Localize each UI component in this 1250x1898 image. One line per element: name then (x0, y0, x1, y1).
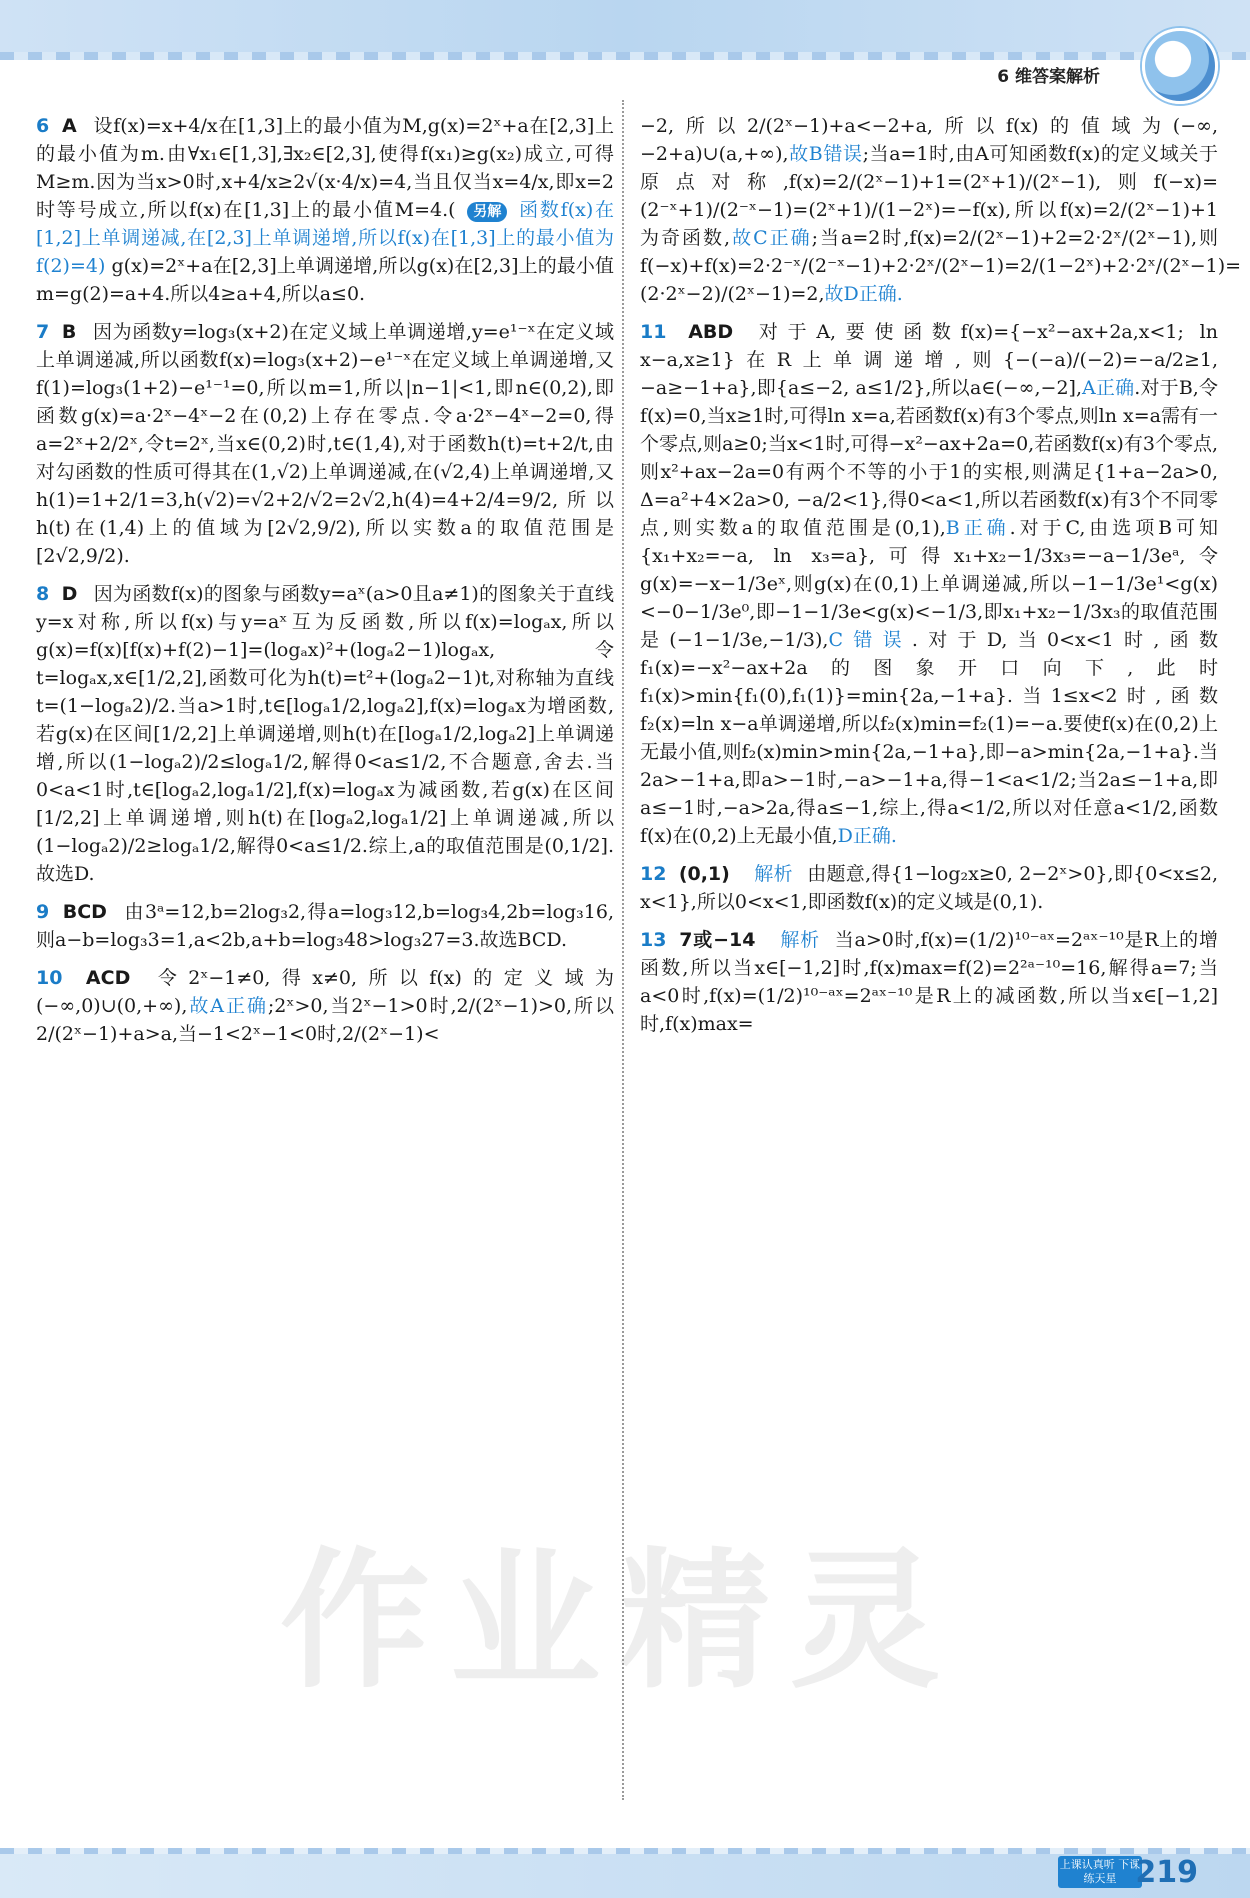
question-number: 12 (640, 863, 667, 885)
watermark: 作业精灵 (280, 1535, 961, 1709)
answer-letter: ACD (85, 967, 131, 989)
solution-text: ;当a=2时,f(x)=2/(2ˣ−1)+2=2·2ˣ/(2ˣ−1),则f(−x)+f(x)=2·2⁻ˣ/(2⁻ˣ−1)+2·2ˣ/(2ˣ−1)=2/(1−2ˣ)+2·2ˣ/(2ˣ−1)=(2·2ˣ−2)/(2ˣ−1)=2, (640, 227, 1242, 305)
verdict-tag: B正确 (945, 517, 1010, 539)
header-band (0, 0, 1250, 60)
solution-text-cont: g(x)=2ˣ+a在[2,3]上单调递增,所以g(x)在[2,3]上的最小值m=g(2)=a+4.所以4≥a+4,所以a≤0. (36, 255, 614, 305)
header-title: 6 维答案解析 (997, 67, 1100, 87)
analysis-tag: 解析 (754, 863, 793, 885)
solution-text: 对于A,要使函数f(x)={−x²−ax+2a,x<1; ln x−a,x≥1}在R上单调递增,则{−(−a)/(−2)=−a/2≥1, −a≥−1+a},即{a≤−2, a≤1/2},所以a∈(−∞,−2], (640, 321, 1218, 399)
question-11 (640, 318, 1218, 850)
right-column (640, 112, 1242, 1048)
question-number: 10 (36, 967, 63, 989)
verdict-tag: A正确 (1082, 377, 1135, 399)
mascot-logo-icon (1142, 28, 1218, 104)
solution-text: 令2ˣ−1≠0,得x≠0,所以f(x)的定义域为(−∞,0)∪(0,+∞), (36, 967, 614, 1017)
alt-solution-badge: 另解 (467, 202, 507, 222)
footer-motto: 上课认真听 下课练天星 (1058, 1856, 1142, 1888)
solution-text: .对于D,当0<x<1时,函数f₁(x)=−x²−ax+2a的图象开口向下,此时f₁(x)>min{f₁(0),f₁(1)}=min{2a,−1+a}.当1≤x<2时,函数f₂(x)=ln x−a单调递增,所以f₂(x)min=f₂(1)=−a.要使f(x)在(0,2)上无最小值,则f₂(x)min>min{2a,−1+a},即−a>min{2a,−1+a}.当2a>−1+a,即a>−1时,−a>−1+a,得−1<a<1/2;当2a≤−1+a,即a≤−1时,−a>2a,得a≤−1,综上,得a<1/2,所以对任意a<1/2,函数f(x)在(0,2)上无最小值, (640, 629, 1218, 847)
question-7 (36, 318, 614, 570)
question-12 (640, 860, 1218, 916)
verdict-tag: D正确. (837, 825, 897, 847)
column-divider (622, 100, 624, 1800)
solution-text: 因为函数y=log₃(x+2)在定义域上单调递增,y=e¹⁻ˣ在定义域上单调递减,所以函数f(x)=log₃(x+2)−e¹⁻ˣ在定义域上单调递增,又f(1)=log₃(1+2)−e¹⁻¹=0,所以m=1,所以|n−1|<1,即n∈(0,2),即函数g(x)=a·2ˣ−4ˣ−2在(0,2)上存在零点.令a·2ˣ−4ˣ−2=0,得a=2ˣ+2/2ˣ,令t=2ˣ,当x∈(0,2)时,t∈(1,4),对于函数h(t)=t+2/t,由对勾函数的性质可得其在(1,√2)上单调递减,在(√2,4)上单调递增,又h(1)=1+2/1=3,h(√2)=√2+2/√2=2√2,h(4)=4+2/4=9/2,所以h(t)在(1,4)上的值域为[2√2,9/2),所以实数a的取值范围是[2√2,9/2). (36, 321, 615, 567)
solution-text-cont: ;2ˣ>0,当2ˣ−1>0时,2/(2ˣ−1)>0,所以2/(2ˣ−1)+a>a,当−1<2ˣ−1<0时,2/(2ˣ−1)< (36, 995, 614, 1045)
question-10-continued (640, 112, 1242, 308)
verdict-tag: C错误 (828, 629, 912, 651)
solution-text: .对于C,由选项B可知{x₁+x₂=−a, ln x₃=a},可得x₁+x₂−1/3x₃=−a−1/3eᵃ,令g(x)=−x−1/3eˣ,则g(x)在(0,1)上单调递减,所以−1−1/3e¹<g(x)<−0−1/3e⁰,即−1−1/3e<g(x)<−1/3,即x₁+x₂−1/3x₃的取值范围是(−1−1/3e,−1/3), (640, 517, 1218, 651)
question-number: 13 (640, 929, 667, 951)
solution-text: 由3ᵃ=12,b=2log₃2,得a=log₃12,b=log₃4,2b=log₃16,则a−b=log₃3=1,a<2b,a+b=log₃48>log₃27=3.故选BCD. (36, 901, 614, 951)
question-6 (36, 112, 614, 308)
question-number: 8 (36, 583, 50, 605)
page-number: 219 (1135, 1855, 1198, 1890)
solution-text: 因为函数f(x)的图象与函数y=aˣ(a>0且a≠1)的图象关于直线y=x对称,所以f(x)与y=aˣ互为反函数,所以f(x)=logₐx,所以g(x)=f(x)[f(x)+f(2)−1]=(logₐx)²+(logₐ2−1)logₐx,令t=logₐx,x∈[1/2,2],函数可化为h(t)=t²+(logₐ2−1)t,对称轴为直线t=(1−logₐ2)/2.当a>1时,t∈[logₐ1/2,logₐ2],f(x)=logₐx为增函数,若g(x)在区间[1/2,2]上单调递增,则h(t)在[logₐ1/2,logₐ2]上单调递增,所以(1−logₐ2)/2≤logₐ1/2,解得0<a≤1/2,不合题意,舍去.当0<a<1时,t∈[logₐ2,logₐ1/2],f(x)=logₐx为减函数,若g(x)在区间[1/2,2]上单调递增,则h(t)在[logₐ2,logₐ1/2]上单调递减,所以(1−logₐ2)/2≥logₐ1/2,解得0<a≤1/2.综上,a的取值范围是(0,1/2].故选D. (36, 583, 615, 885)
solution-text: 设f(x)=x+4/x在[1,3]上的最小值为M,g(x)=2ˣ+a在[2,3]上的最小值为m.由∀x₁∈[1,3],∃x₂∈[2,3],使得f(x₁)≥g(x₂)成立,可得M≥m.因为当x>0时,x+4/x≥2√(x·4/x)=4,当且仅当x=4/x,即x=2时等号成立,所以f(x)在[1,3]上的最小值M=4.( (36, 115, 614, 221)
solution-text: −2,所以2/(2ˣ−1)+a<−2+a,所以f(x)的值域为(−∞,−2+a)∪(a,+∞), (640, 115, 1218, 165)
question-8 (36, 580, 614, 888)
answer-letter: B (61, 321, 77, 343)
analysis-tag: 解析 (780, 929, 820, 951)
question-number: 9 (36, 901, 50, 923)
question-number: 11 (640, 321, 667, 343)
left-column (36, 112, 614, 1058)
answer-value: (0,1) (678, 863, 730, 885)
answer-value: 7或−14 (679, 929, 756, 951)
verdict-tag: 故A正确 (187, 995, 268, 1017)
question-10 (36, 964, 614, 1048)
verdict-tag: 故B错误 (788, 143, 863, 165)
alt-solution-text: 函数f(x)在[1,2]上单调递减,在[2,3]上单调递增,所以f(x)在[1,3]上的最小值为f(2)=4) (36, 199, 614, 277)
question-9 (36, 898, 614, 954)
solution-text: 当a>0时,f(x)=(1/2)¹⁰⁻ᵃˣ=2ᵃˣ⁻¹⁰是R上的增函数,所以当x∈[−1,2]时,f(x)max=f(2)=2²ᵃ⁻¹⁰=16,解得a=7;当a<0时,f(x)=(1/2)¹⁰⁻ᵃˣ=2ᵃˣ⁻¹⁰是R上的减函数,所以当x∈[−1,2]时,f(x)max= (640, 929, 1218, 1035)
solution-text: .对于B,令f(x)=0,当x≥1时,可得ln x=a,若函数f(x)有3个零点,则ln x=a需有一个零点,则a≥0;当x<1时,可得−x²−ax+2a=0,若函数f(x)有3个零点,则x²+ax−2a=0有两个不等的小于1的实根,则满足{1+a−2a>0, Δ=a²+4×2a>0, −a/2<1},得0<a<1,所以若函数f(x)有3个不同零点,则实数a的取值范围是(0,1), (640, 377, 1218, 539)
answer-letter: A (62, 115, 77, 137)
solution-text: 由题意,得{1−log₂x≥0, 2−2ˣ>0},即{0<x≤2, x<1},所以0<x<1,即函数f(x)的定义域是(0,1). (640, 863, 1219, 913)
question-number: 6 (36, 115, 50, 137)
verdict-tag: 故D正确. (824, 283, 903, 305)
answer-letter: BCD (62, 901, 107, 923)
answer-letter: D (61, 583, 78, 605)
question-number: 7 (36, 321, 50, 343)
solution-text: ;当a=1时,由A可知函数f(x)的定义域关于原点对称,f(x)=2/(2ˣ−1)+1=(2ˣ+1)/(2ˣ−1),则f(−x)=(2⁻ˣ+1)/(2⁻ˣ−1)=(2ˣ+1)/(1−2ˣ)=−f(x),所以f(x)=2/(2ˣ−1)+1为奇函数, (640, 143, 1219, 249)
answer-letter: ABD (688, 321, 734, 343)
verdict-tag: 故C正确 (730, 227, 812, 249)
question-13 (640, 926, 1218, 1038)
